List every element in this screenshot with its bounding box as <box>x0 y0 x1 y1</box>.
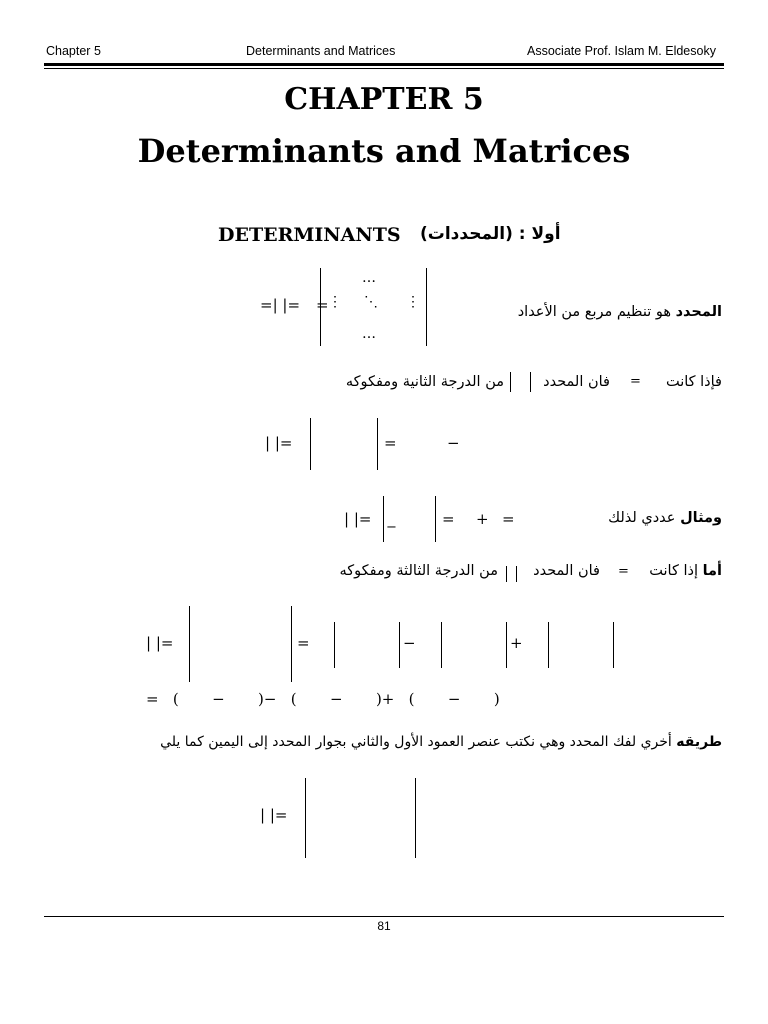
third-order-plus: + <box>510 634 523 652</box>
numeric-det-bar-right <box>435 496 436 542</box>
minor-1-bar-right <box>399 622 400 668</box>
minor-2-bar-right <box>506 622 507 668</box>
header-rule-thick <box>44 63 724 66</box>
second-order-bar-1 <box>530 372 531 392</box>
method-lhs: | |= <box>260 806 288 824</box>
second-order-text-c: من الدرجة الثانية ومفكوكه <box>345 374 504 390</box>
numeric-example-lhs: | |= <box>344 510 372 528</box>
numeric-eq-1: = <box>442 510 455 528</box>
definition-text <box>518 304 722 320</box>
minor-2-bar-left <box>441 622 442 668</box>
numeric-example-bold: ومثال <box>680 510 722 526</box>
second-order-expansion-eq: = <box>384 434 397 452</box>
numeric-det-bar-left <box>383 496 384 542</box>
second-order-expansion-minus: − <box>447 434 460 452</box>
second-order-text-a: فإذا كانت <box>665 374 722 390</box>
minor-1-bar-left <box>334 622 335 668</box>
header-author: Associate Prof. Islam M. Eldesoky <box>527 44 716 58</box>
vdots-right: ⋮ <box>406 294 420 310</box>
page-number: 81 <box>377 919 391 933</box>
numeric-plus: + <box>476 510 489 528</box>
method-rest: أخري لفك المحدد وهي نكتب عنصر العمود الأول والثاني بجوار المحدد إلى اليمين كما يلي <box>160 734 677 750</box>
minor-3-bar-right <box>613 622 614 668</box>
third-order-text-a <box>649 563 722 579</box>
second-order-bar-2 <box>510 372 511 392</box>
header-rule-thin <box>44 68 724 69</box>
third-order-det-bar-right <box>291 606 292 682</box>
section-heading-arabic: أولا : (المحددات) <box>420 224 561 244</box>
method-bold: طريقه <box>676 734 722 750</box>
second-order-det-bar-right <box>377 418 378 470</box>
second-order-text-b: فان المحدد <box>543 374 610 390</box>
method-det-bar-left <box>305 778 306 858</box>
header-chapter: Chapter 5 <box>46 44 101 58</box>
third-order-line2: = ( − )− ( − )+ ( − ) <box>146 690 500 708</box>
third-order-det-bar-left <box>189 606 190 682</box>
hdots-top: … <box>362 270 376 286</box>
header-title: Determinants and Matrices <box>246 44 396 58</box>
determinant-bar-right <box>426 268 427 346</box>
third-order-eq2: = <box>297 634 310 652</box>
vdots-left: ⋮ <box>328 294 342 310</box>
third-order-text-b: فان المحدد <box>533 563 600 579</box>
footer-rule <box>44 916 724 917</box>
hdots-bottom: … <box>362 326 376 342</box>
third-order-bar-1 <box>516 566 517 582</box>
third-order-bold: أما <box>702 563 722 579</box>
third-order-rest-a: إذا كانت <box>649 563 703 579</box>
minor-3-bar-left <box>548 622 549 668</box>
section-heading-latin: DETERMINANTS <box>218 224 401 246</box>
numeric-eq-2: = <box>502 510 515 528</box>
numeric-example-text <box>608 510 722 526</box>
third-order-text-c: من الدرجة الثالثة ومفكوكه <box>339 563 498 579</box>
definition-bold: المحدد <box>675 304 722 320</box>
numeric-minus-sub: − <box>386 520 397 535</box>
definition-equals: =| |= <box>260 296 301 314</box>
chapter-subtitle: Determinants and Matrices <box>137 132 631 170</box>
definition-rest: هو تنظيم مربع من الأعداد <box>517 304 676 320</box>
third-order-lhs: | |= <box>146 634 174 652</box>
method-text <box>160 734 722 750</box>
determinant-bar-left <box>320 268 321 346</box>
second-order-det-bar-left <box>310 418 311 470</box>
definition-equals-2: = <box>316 296 329 314</box>
method-det-bar-right <box>415 778 416 858</box>
third-order-eq: = <box>618 564 629 579</box>
third-order-bar-2 <box>506 566 507 582</box>
second-order-lhs: | |= <box>265 434 293 452</box>
ddots-center: ⋱ <box>364 294 378 310</box>
third-order-minus: − <box>403 634 416 652</box>
second-order-eq: = <box>630 374 641 389</box>
numeric-example-rest: عددي لذلك <box>608 510 681 526</box>
chapter-title: CHAPTER 5 <box>284 82 484 117</box>
